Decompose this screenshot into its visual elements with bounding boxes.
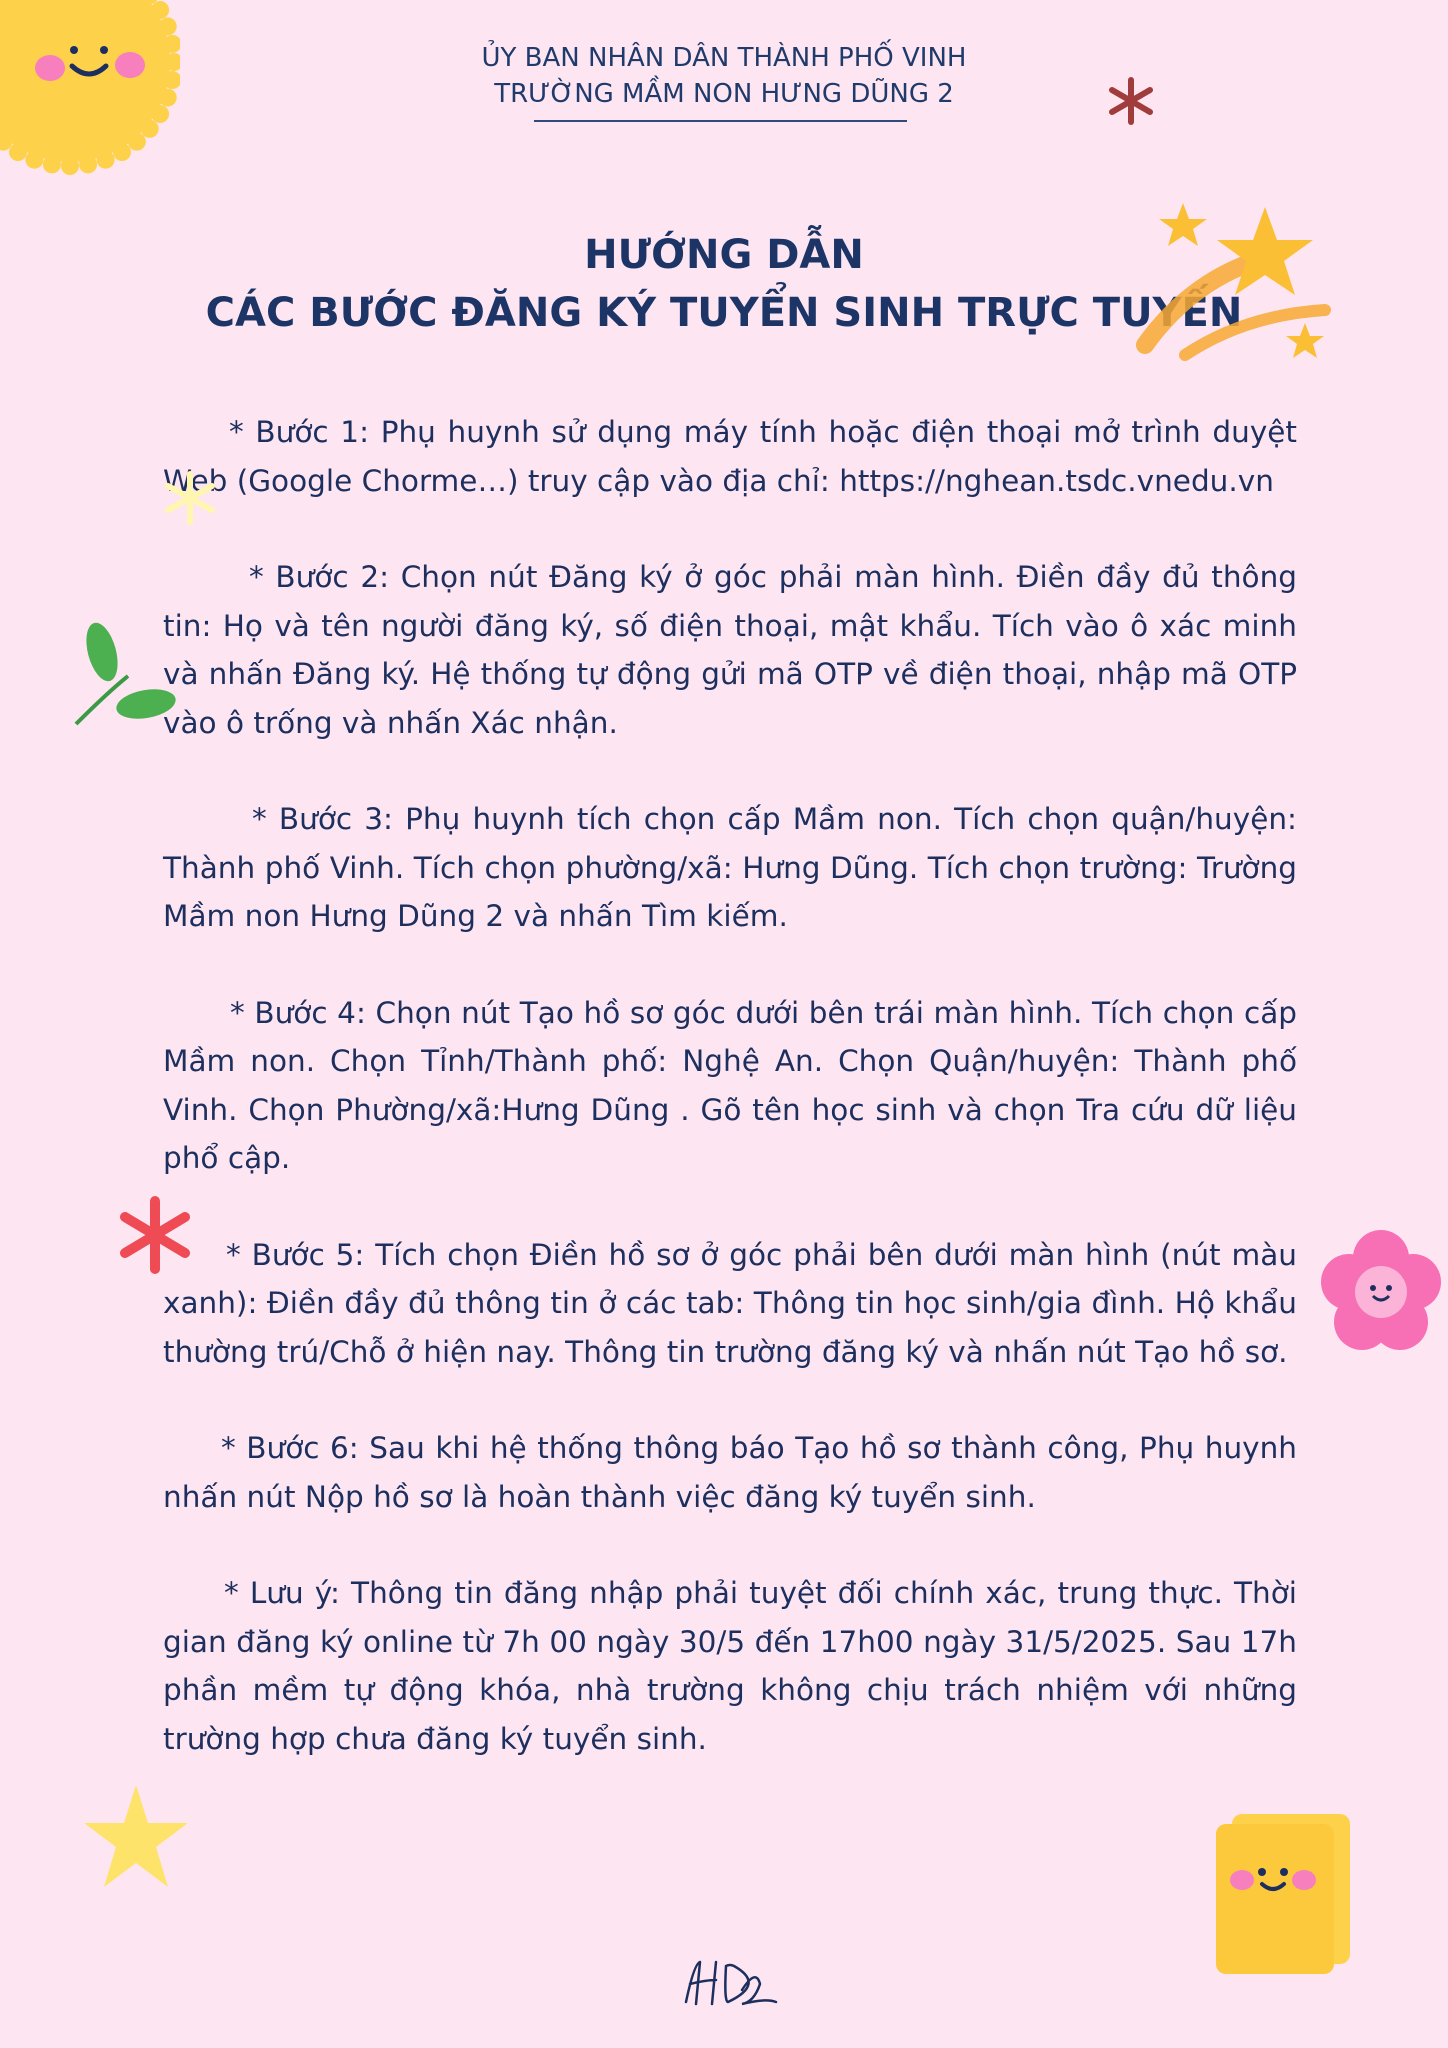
red-asterisk-icon xyxy=(115,1195,195,1275)
shooting-stars-icon xyxy=(1125,195,1340,370)
step-paragraph: * Bước 2: Chọn nút Đăng ký ở góc phải màn hình. Điền đầy đủ thông tin: Họ và tên người đăng ký, số điện thoại, mật khẩu. Tích vào ô xác minh và nhấn Đăng ký. Hệ thống tự động gửi mã OTP về điện thoại, nhập mã OTP vào ô trống và nhấn Xác nhận. xyxy=(163,560,1297,740)
smiling-book-icon xyxy=(1210,1810,1370,1980)
sparkle-icon xyxy=(160,468,220,528)
header-school: TRƯỜNG MẦM NON HƯNG DŨNG 2 xyxy=(494,79,954,109)
smiling-flower-icon xyxy=(1320,1230,1442,1352)
smiling-sun-icon xyxy=(0,0,180,180)
asterisk-icon xyxy=(1106,76,1156,126)
title-line-1: HƯỚNG DẪN xyxy=(584,232,864,278)
header-authority: ỦY BAN NHÂN DÂN THÀNH PHỐ VINH xyxy=(481,43,967,73)
header-divider xyxy=(534,120,907,122)
steps-content xyxy=(163,408,1297,1811)
step-paragraph: * Bước 5: Tích chọn Điền hồ sơ ở góc phải bên dưới màn hình (nút màu xanh): Điền đầy đủ thông tin ở các tab: Thông tin học sinh/gia đình. Hộ khẩu thường trú/Chỗ ở hiện nay. Thông tin trường đăng ký và nhấn nút Tạo hồ sơ. xyxy=(163,1237,1297,1369)
title-line-2: CÁC BƯỚC ĐĂNG KÝ TUYỂN SINH TRỰC TUYẾN xyxy=(205,290,1243,336)
leaf-icon xyxy=(68,612,178,732)
step-paragraph: * Bước 3: Phụ huynh tích chọn cấp Mầm non. Tích chọn quận/huyện: Thành phố Vinh. Tích chọn phường/xã: Hưng Dũng. Tích chọn trường: Trường Mầm non Hưng Dũng 2 và nhấn Tìm kiếm. xyxy=(163,802,1297,933)
step-paragraph: * Lưu ý: Thông tin đăng nhập phải tuyệt đối chính xác, trung thực. Thời gian đăng ký online từ 7h 00 ngày 30/5 đến 17h00 ngày 31/5/2025. Sau 17h phần mềm tự động khóa, nhà trường không chịu trách nhiệm với những trường hợp chưa đăng ký tuyển sinh. xyxy=(163,1576,1297,1756)
star-icon xyxy=(76,1775,196,1895)
step-paragraph: * Bước 6: Sau khi hệ thống thông báo Tạo hồ sơ thành công, Phụ huynh nhấn nút Nộp hồ sơ là hoàn thành việc đăng ký tuyển sinh. xyxy=(163,1431,1297,1514)
signature-mark xyxy=(676,1954,786,2010)
header xyxy=(0,40,1448,112)
step-paragraph: * Bước 4: Chọn nút Tạo hồ sơ góc dưới bên trái màn hình. Tích chọn cấp Mầm non. Chọn Tỉnh/Thành phố: Nghệ An. Chọn Quận/huyện: Thành phố Vinh. Chọn Phường/xã:Hưng Dũng . Gõ tên học sinh và chọn Tra cứu dữ liệu phổ cập. xyxy=(163,995,1297,1175)
step-paragraph: * Bước 1: Phụ huynh sử dụng máy tính hoặc điện thoại mở trình duyệt Web (Google Chorme…) truy cập vào địa chỉ: https://nghean.tsdc.vnedu.vn xyxy=(163,415,1297,498)
signature xyxy=(676,1954,786,2010)
